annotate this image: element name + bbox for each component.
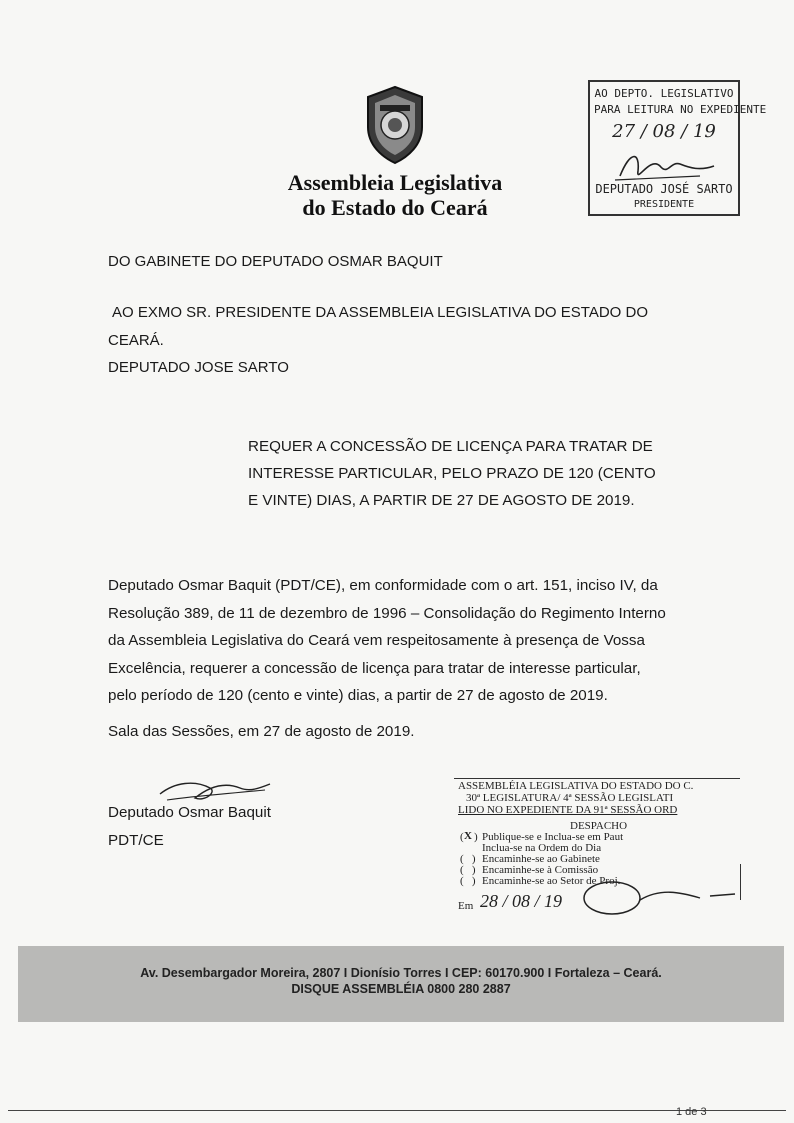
body-line3: da Assembleia Legislativa do Ceará vem respeitosamente à presença de Vossa [108,632,645,649]
reading-stamp-line2: PARA LEITURA NO EXPEDIENTE [594,103,767,116]
body-line1: Deputado Osmar Baquit (PDT/CE), em conformidade com o art. 151, inciso IV, da [108,577,658,594]
reading-stamp-line1: AO DEPTO. LEGISLATIVO [594,87,734,100]
dispatch-option-4: Encaminhe-se à Comissão [482,864,599,876]
closing-line: Sala das Sessões, em 27 de agosto de 2019. [108,723,415,740]
dispatch-line1: ASSEMBLÉIA LEGISLATIVA DO ESTADO DO C. [458,780,694,792]
reading-stamp-date: 27 / 08 / 19 [612,121,716,142]
bottom-rule [8,1110,786,1111]
institution-name [240,170,550,220]
addressee-line1: AO EXMO SR. PRESIDENTE DA ASSEMBLEIA LEGISLATIVA DO ESTADO DO [112,304,648,321]
addressee-line2: CEARÁ. [108,332,164,349]
president-signature-icon [610,146,720,186]
request-line1: REQUER A CONCESSÃO DE LICENÇA PARA TRATAR DE [248,438,653,455]
body-line2: Resolução 389, de 11 de dezembro de 1996 – Consolidação do Regimento Interno [108,604,666,622]
dispatch-date: 28 / 08 / 19 [480,891,563,911]
dispatch-option-3: Encaminhe-se ao Gabinete [482,853,600,865]
footer-address: Av. Desembargador Moreira, 2807 I Dionísio Torres I CEP: 60170.900 I Fortaleza – Ceará. [140,966,662,980]
dispatch-option-1: Publique-se e Inclua-se em Paut [482,831,624,843]
dispatch-line3: LIDO NO EXPEDIENTE DA 91ª SESSÃO ORD [458,804,678,816]
dispatch-title: DESPACHO [570,820,628,832]
dispatch-option-2: Inclua-se na Ordem do Dia [482,842,602,854]
reading-stamp-name: DEPUTADO JOSÉ SARTO [595,182,733,196]
body-line5: pelo período de 120 (cento e vinte) dias, a partir de 27 de agosto de 2019. [108,687,608,704]
request-line2: INTERESSE PARTICULAR, PELO PRAZO DE 120 (CENTO [248,465,656,482]
signature-name: Deputado Osmar Baquit [108,804,271,821]
reading-stamp [588,80,767,216]
body-line4: Excelência, requerer a concessão de licença para tratar de interesse particular, [108,659,641,677]
dispatch-checkmark: X [464,830,472,842]
dispatch-stamp: ASSEMBLÉIA LEGISLATIVA DO ESTADO DO C. 30ª LEGISLATURA/ 4ª SESSÃO LEGISLATI LIDO NO EXPEDIENTE DA 91ª SESSÃO ORD DESPACHO X ( ) Publique-se e Inclua-se em Paut Inclua-se na Ordem do Dia ( ) Encaminhe-se ao Gabinete ( ) Encaminhe-se à Comissão ( ) Encaminhe-se ao Setor de Proj. Em 28 / 08 / 19 [452,778,742,918]
institution-name-line1: Assembleia Legislativa [287,170,503,195]
footer-band [18,946,784,1022]
dispatch-signature-icon [580,878,740,918]
state-crest-icon [360,85,430,165]
page-number: 1 de 3 [676,1106,707,1118]
institution-name-line2: do Estado do Ceará [302,195,488,220]
signature-party: PDT/CE [108,832,164,849]
request-summary [248,433,688,514]
dispatch-option-5: Encaminhe-se ao Setor de Proj. [482,875,621,887]
addressee-line3: DEPUTADO JOSE SARTO [108,359,289,376]
body-paragraph [108,572,688,710]
footer-phone: DISQUE ASSEMBLÉIA 0800 280 2887 [291,982,511,996]
dispatch-date-label: Em [458,900,474,912]
reading-stamp-role: PRESIDENTE [633,199,695,210]
request-line3: E VINTE) DIAS, A PARTIR DE 27 DE AGOSTO DE 2019. [248,492,635,509]
dispatch-line2: 30ª LEGISLATURA/ 4ª SESSÃO LEGISLATI [466,792,674,804]
deputy-signature-icon [155,776,275,806]
sender-line: DO GABINETE DO DEPUTADO OSMAR BAQUIT [108,253,443,270]
